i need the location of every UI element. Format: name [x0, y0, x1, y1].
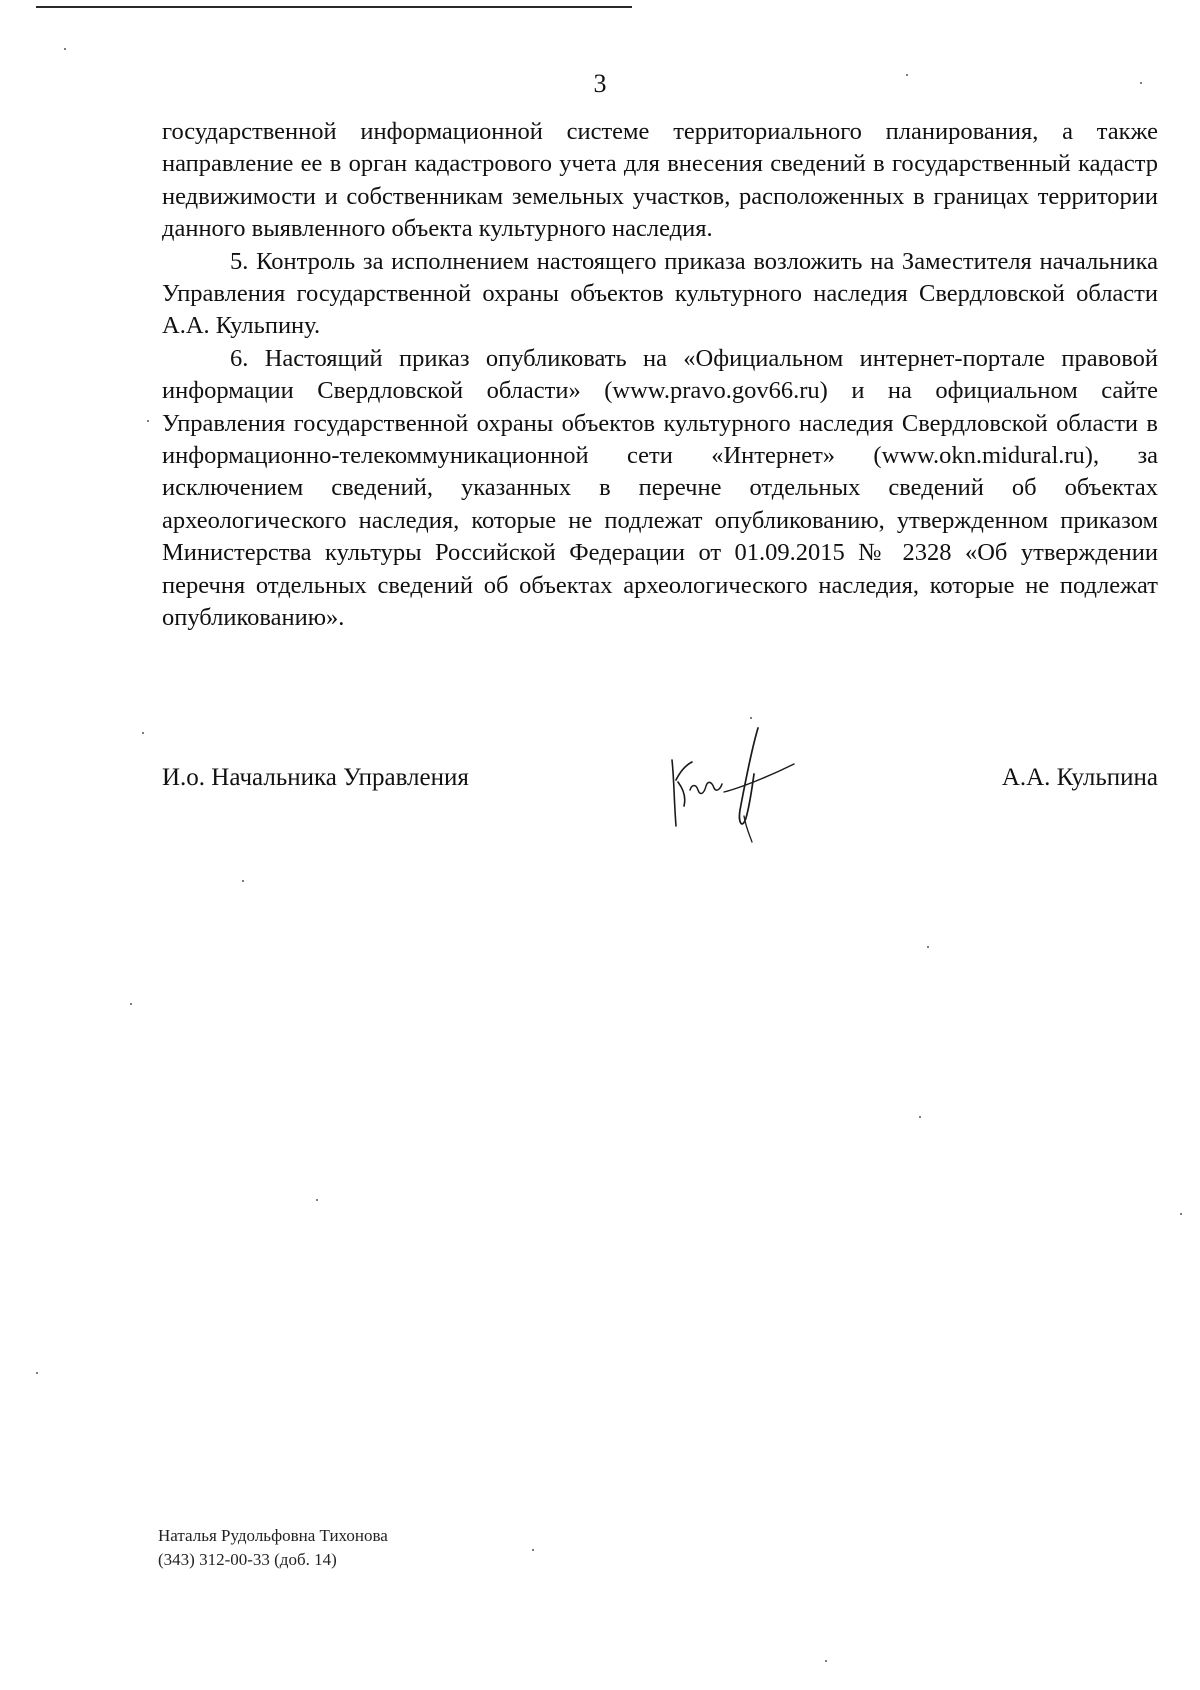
body-text — [162, 116, 1158, 635]
paragraph-item-6: 6. Настоящий приказ опубликовать на «Официальном интернет-портале правовой информации Свердловской области» (www.pravo.gov66.ru) и на официальном сайте Управления государственной охраны объектов культурного наследия Свердловской области в информационно-телекоммуникационной сети «Интернет» (www.okn.midural.ru), за исключением сведений, указанных в перечне отдельных сведений об объектах археологического наследия, которые не подлежат опубликованию, утвержденном приказом Министерства культуры Российской Федерации от 01.09.2015 № 2328 «Об утверждении перечня отдельных сведений об объектах археологического наследия, которые не подлежат опубликованию». — [162, 344, 1158, 632]
scan-speck — [750, 717, 752, 719]
scan-speck — [906, 74, 908, 76]
signatory-name: А.А. Кульпина — [1001, 764, 1158, 791]
scan-speck — [142, 732, 144, 734]
top-rule — [36, 6, 632, 8]
signatory-title: И.о. Начальника Управления — [162, 764, 469, 791]
paragraph-continuation: государственной информационной системе территориального планирования, а также направление ее в орган кадастрового учета для внесения сведений в государственный кадастр недвижимости и собственникам земельных участков, расположенных в границах территории данного выявленного объекта культурного наследия. — [162, 118, 1158, 243]
scan-speck — [36, 1372, 38, 1374]
handwritten-signature — [660, 718, 810, 848]
paragraph-item-5: 5. Контроль за исполнением настоящего приказа возложить на Заместителя начальника Управления государственной охраны объектов культурного наследия Свердловской области А.А. Кульпину. — [162, 247, 1158, 340]
scan-speck — [130, 1003, 132, 1005]
scan-speck — [825, 1660, 827, 1662]
contact-block — [158, 1524, 388, 1572]
scan-speck — [927, 946, 929, 948]
scan-speck — [1140, 82, 1142, 84]
contact-phone: (343) 312-00-33 (доб. 14) — [158, 1550, 337, 1569]
scan-speck — [316, 1199, 318, 1201]
scan-speck — [1180, 1213, 1182, 1215]
scan-speck — [919, 1116, 921, 1118]
scan-speck — [532, 1549, 534, 1551]
scan-speck — [147, 420, 149, 422]
contact-person: Наталья Рудольфовна Тихонова — [158, 1526, 388, 1545]
page-number: 3 — [593, 69, 607, 98]
scan-speck — [64, 48, 66, 50]
scan-speck — [242, 880, 244, 882]
